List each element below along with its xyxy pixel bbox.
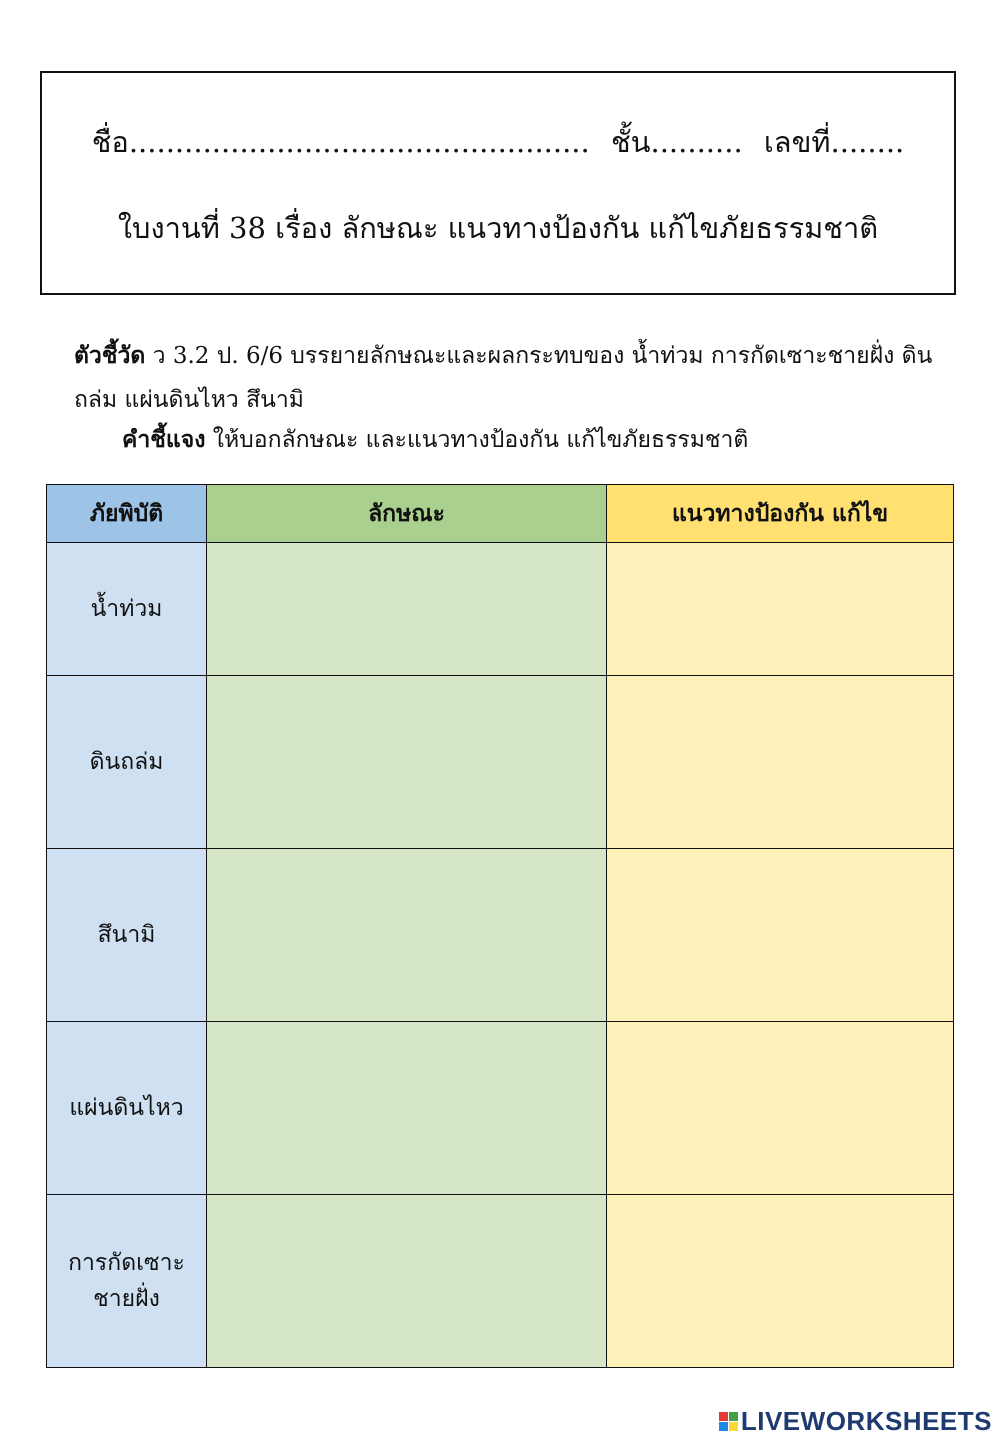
indicator-text: ว 3.2 ป. 6/6 บรรยายลักษณะและผลกระทบของ น้ำท่วม การกัดเซาะชายฝั่ง ดินถล่ม แผ่นดินไหว สึนามิ xyxy=(74,343,933,413)
student-number-field[interactable]: เลขที่........ xyxy=(763,125,905,159)
characteristics-answer[interactable] xyxy=(207,1195,607,1368)
indicator-label: ตัวชี้วัด xyxy=(74,342,146,369)
table-row xyxy=(47,676,954,849)
table-row xyxy=(47,1022,954,1195)
student-name-field[interactable]: ชื่อ.................................................. xyxy=(91,125,590,159)
logo-square-icon xyxy=(729,1412,738,1421)
prevention-answer[interactable] xyxy=(607,543,954,676)
logo-square-icon xyxy=(719,1422,728,1431)
disaster-label: น้ำท่วม xyxy=(47,543,207,676)
characteristics-answer[interactable] xyxy=(207,543,607,676)
disaster-label: การกัดเซาะชายฝั่ง xyxy=(47,1195,207,1368)
disaster-label: ดินถล่ม xyxy=(47,676,207,849)
header-characteristics: ลักษณะ xyxy=(207,485,607,543)
liveworksheets-logo[interactable] xyxy=(719,1406,992,1437)
worksheet-title: ใบงานที่ 38 เรื่อง ลักษณะ แนวทางป้องกัน แก้ไขภัยธรรมชาติ xyxy=(117,211,879,245)
characteristics-answer[interactable] xyxy=(207,1022,607,1195)
table-row xyxy=(47,1195,954,1368)
header-disaster: ภัยพิบัติ xyxy=(47,485,207,543)
disaster-label: แผ่นดินไหว xyxy=(47,1022,207,1195)
student-info-line xyxy=(42,119,954,165)
table-row xyxy=(47,543,954,676)
worksheet-table xyxy=(46,484,954,1368)
logo-square-icon xyxy=(729,1422,738,1431)
prevention-answer[interactable] xyxy=(607,676,954,849)
instruction-label: คำชี้แจง xyxy=(122,426,206,453)
liveworksheets-logo-icon xyxy=(719,1412,738,1431)
disaster-label: สึนามิ xyxy=(47,849,207,1022)
logo-square-icon xyxy=(719,1412,728,1421)
characteristics-answer[interactable] xyxy=(207,676,607,849)
prevention-answer[interactable] xyxy=(607,1022,954,1195)
logo-text: LIVEWORKSHEETS xyxy=(740,1406,992,1436)
table-header-row xyxy=(47,485,954,543)
prevention-answer[interactable] xyxy=(607,849,954,1022)
instruction-paragraph xyxy=(122,420,748,460)
table-row xyxy=(47,849,954,1022)
characteristics-answer[interactable] xyxy=(207,849,607,1022)
indicator-paragraph xyxy=(74,334,934,422)
instruction-text: ให้บอกลักษณะ และแนวทางป้องกัน แก้ไขภัยธรรมชาติ xyxy=(205,427,749,453)
prevention-answer[interactable] xyxy=(607,1195,954,1368)
header-prevention: แนวทางป้องกัน แก้ไข xyxy=(607,485,954,543)
class-field[interactable]: ชั้น.......... xyxy=(610,125,743,159)
header-box xyxy=(40,71,956,295)
